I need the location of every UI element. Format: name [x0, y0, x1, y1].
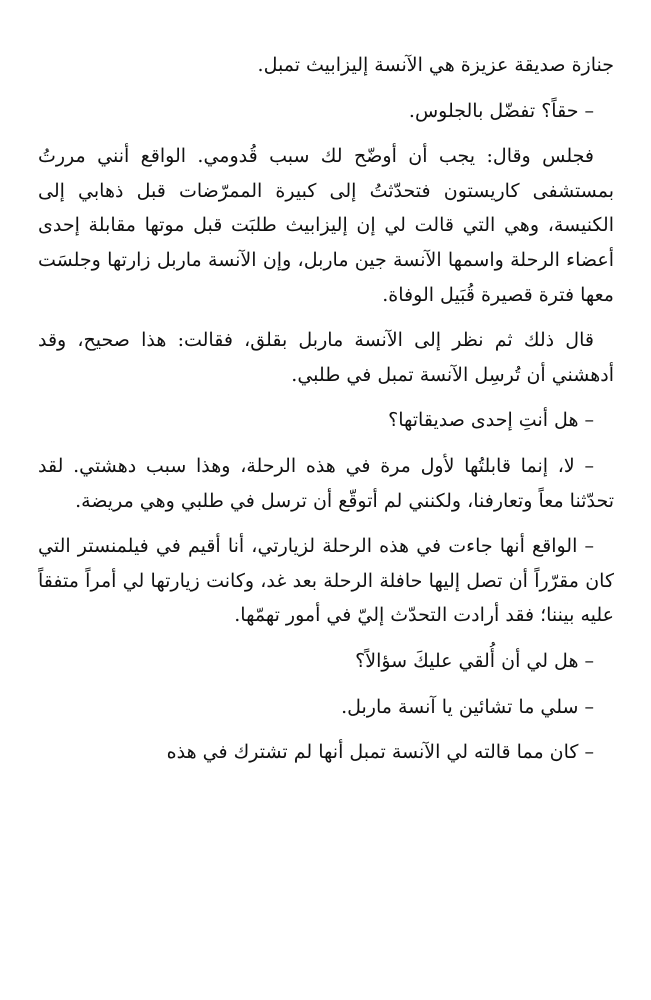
- paragraph-4: قال ذلك ثم نظر إلى الآنسة ماربل بقلق، فقالت: هذا صحيح، وقد أدهشني أن تُرسِل الآنسة تمبل في طلبي.: [38, 329, 614, 386]
- paragraph-8: – هل لي أن أُلقي عليكَ سؤالاً؟: [355, 649, 594, 672]
- paragraph-10: – كان مما قالته لي الآنسة تمبل أنها لم تشترك في هذه: [166, 741, 594, 764]
- paragraph-1: جنازة صديقة عزيزة هي الآنسة إليزابيث تمبل.: [257, 54, 614, 76]
- paragraph-5: – هل أنتِ إحدى صديقاتها؟: [388, 409, 594, 432]
- book-page: [38, 48, 614, 998]
- paragraph-2: – حقاً؟ تفضّل بالجلوس.: [408, 99, 594, 122]
- paragraph-6: – لا، إنما قابلتُها لأول مرة في هذه الرحلة، وهذا سبب دهشتي. لقد تحدّثنا معاً وتعارفنا، ولكنني لم أتوقّع أن ترسل في طلبي وهي مريضة.: [38, 454, 614, 512]
- paragraph-7: – الواقع أنها جاءت في هذه الرحلة لزيارتي، أنا أقيم في فيلمنستر التي كان مقرّراً أن تصل إليها حافلة الرحلة بعد غد، وكانت زيارتها لي أمراً متفقاً عليه بيننا؛ فقد أرادت التحدّث إليّ في أمور تهمّها.: [38, 535, 614, 627]
- paragraph-9: – سلي ما تشائين يا آنسة ماربل.: [341, 695, 594, 718]
- paragraph-3: فجلس وقال: يجب أن أوضّح لك سبب قُدومي. الواقع أنني مررتُ بمستشفى كاريستون فتحدّثتُ إلى كبيرة الممرّضات قبل ذهابي إلى الكنيسة، وهي التي قالت لي إن إليزابيث طلبَت قبل موتها مقابلة إحدى أعضاء الرحلة واسمها الآنسة جين ماربل، وإن الآنسة ماربل زارتها وجلسَت معها فترة قصيرة قُبَيل الوفاة.: [38, 145, 614, 306]
